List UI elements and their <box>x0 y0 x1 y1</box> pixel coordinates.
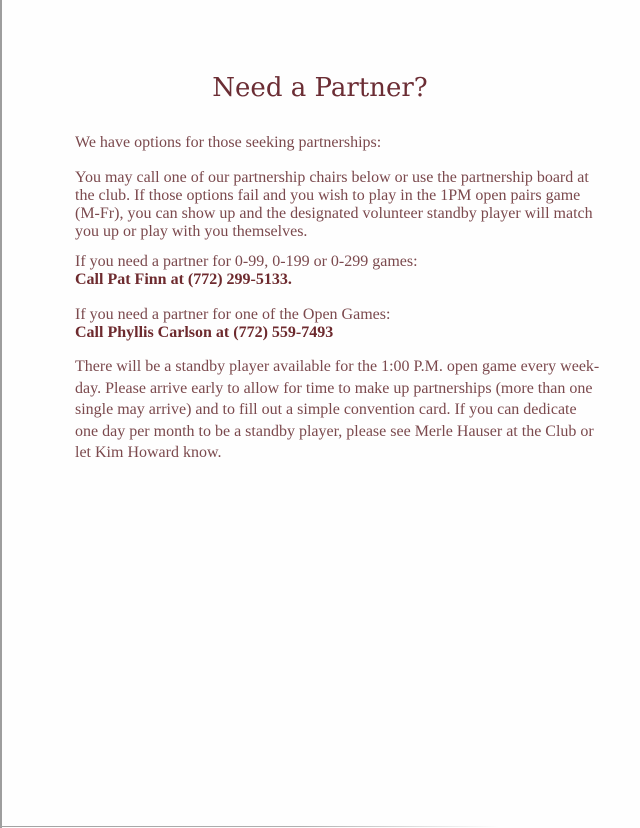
contact-limited-lead: If you need a partner for 0-99, 0-199 or 0-299 games: <box>75 253 418 270</box>
intro-text: We have options for those seeking partnerships: <box>75 134 382 151</box>
standby-paragraph: There will be a standby player available for the 1:00 P.M. open game every week- day. Please arrive early to allow for time to make up partnerships (more than one single may arrive) and to fill out a simple convention card. If you can dedicate one day per month to be a standby player, please see Merle Hauser at the Club or let Kim Howard know. <box>75 358 600 461</box>
options-paragraph: You may call one of our partnership chairs below or use the partnership board at the club. If those options fail and you wish to play in the 1PM open pairs game (M-Fr), you can show up and the designated volunteer standby player will match you up or play with you themselves. <box>75 169 593 240</box>
contact-open-games <box>75 306 620 342</box>
page-left-edge-line <box>0 0 2 828</box>
contact-limited-games <box>75 253 620 289</box>
contact-limited-phone: Call Pat Finn at (772) 299-5133. <box>75 271 292 288</box>
document-body <box>75 134 620 464</box>
contact-open-lead: If you need a partner for one of the Open Games: <box>75 306 391 323</box>
contact-open-phone: Call Phyllis Carlson at (772) 559-7493 <box>75 324 334 341</box>
page-bottom-edge-line <box>0 826 500 827</box>
page-title: Need a Partner? <box>212 73 428 103</box>
